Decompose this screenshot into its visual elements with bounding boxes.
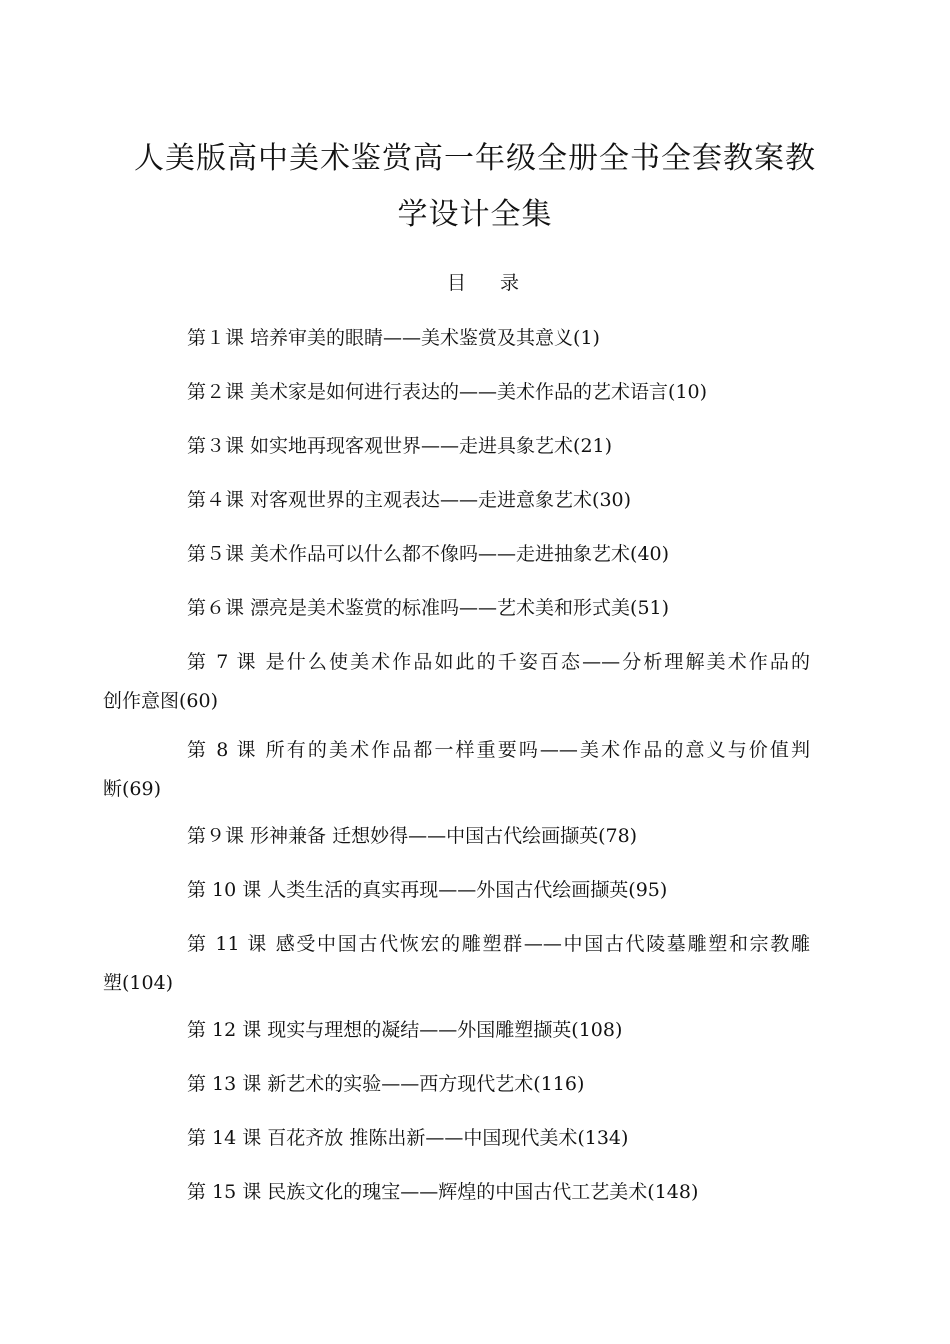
document-title: [130, 131, 820, 243]
toc-item-13: 第 13 课 新艺术的实验——西方现代艺术(116): [187, 1073, 585, 1095]
toc-item-14: 第 14 课 百花齐放 推陈出新——中国现代美术(134): [187, 1127, 629, 1149]
toc-item-8-line-2: 断(69): [103, 778, 162, 800]
toc-item-11: [103, 925, 810, 1003]
title-line-1: 人美版高中美术鉴赏高一年级全册全书全套教案教: [134, 141, 816, 176]
toc-item-3: 第３课 如实地再现客观世界——走进具象艺术(21): [187, 435, 613, 457]
toc-item-5: 第５课 美术作品可以什么都不像吗——走进抽象艺术(40): [187, 543, 670, 565]
toc-item-4: 第４课 对客观世界的主观表达——走进意象艺术(30): [187, 489, 632, 511]
toc-item-1: 第１课 培养审美的眼睛——美术鉴赏及其意义(1): [187, 327, 600, 349]
toc-item-7-line-1: 第 7 课 是什么使美术作品如此的千姿百态——分析理解美术作品的: [187, 651, 810, 673]
toc-item-2: 第２课 美术家是如何进行表达的——美术作品的艺术语言(10): [187, 381, 708, 403]
toc-item-6: 第６课 漂亮是美术鉴赏的标准吗——艺术美和形式美(51): [187, 597, 670, 619]
toc-item-7: [103, 643, 810, 721]
toc-item-15: 第 15 课 民族文化的瑰宝——辉煌的中国古代工艺美术(148): [187, 1181, 699, 1203]
toc-item-7-line-2: 创作意图(60): [103, 690, 219, 712]
toc-item-9: 第９课 形神兼备 迁想妙得——中国古代绘画撷英(78): [187, 825, 638, 847]
toc-item-11-line-1: 第 11 课 感受中国古代恢宏的雕塑群——中国古代陵墓雕塑和宗教雕: [187, 933, 810, 955]
toc-item-10: 第 10 课 人类生活的真实再现——外国古代绘画撷英(95): [187, 879, 668, 901]
toc-heading: 目 录: [446, 272, 534, 294]
toc-item-8: [103, 731, 810, 809]
title-line-2: 学设计全集: [397, 197, 553, 232]
toc-item-8-line-1: 第 8 课 所有的美术作品都一样重要吗——美术作品的意义与价值判: [187, 739, 810, 761]
toc-item-12: 第 12 课 现实与理想的凝结——外国雕塑撷英(108): [187, 1019, 623, 1041]
toc-item-11-line-2: 塑(104): [103, 972, 174, 994]
